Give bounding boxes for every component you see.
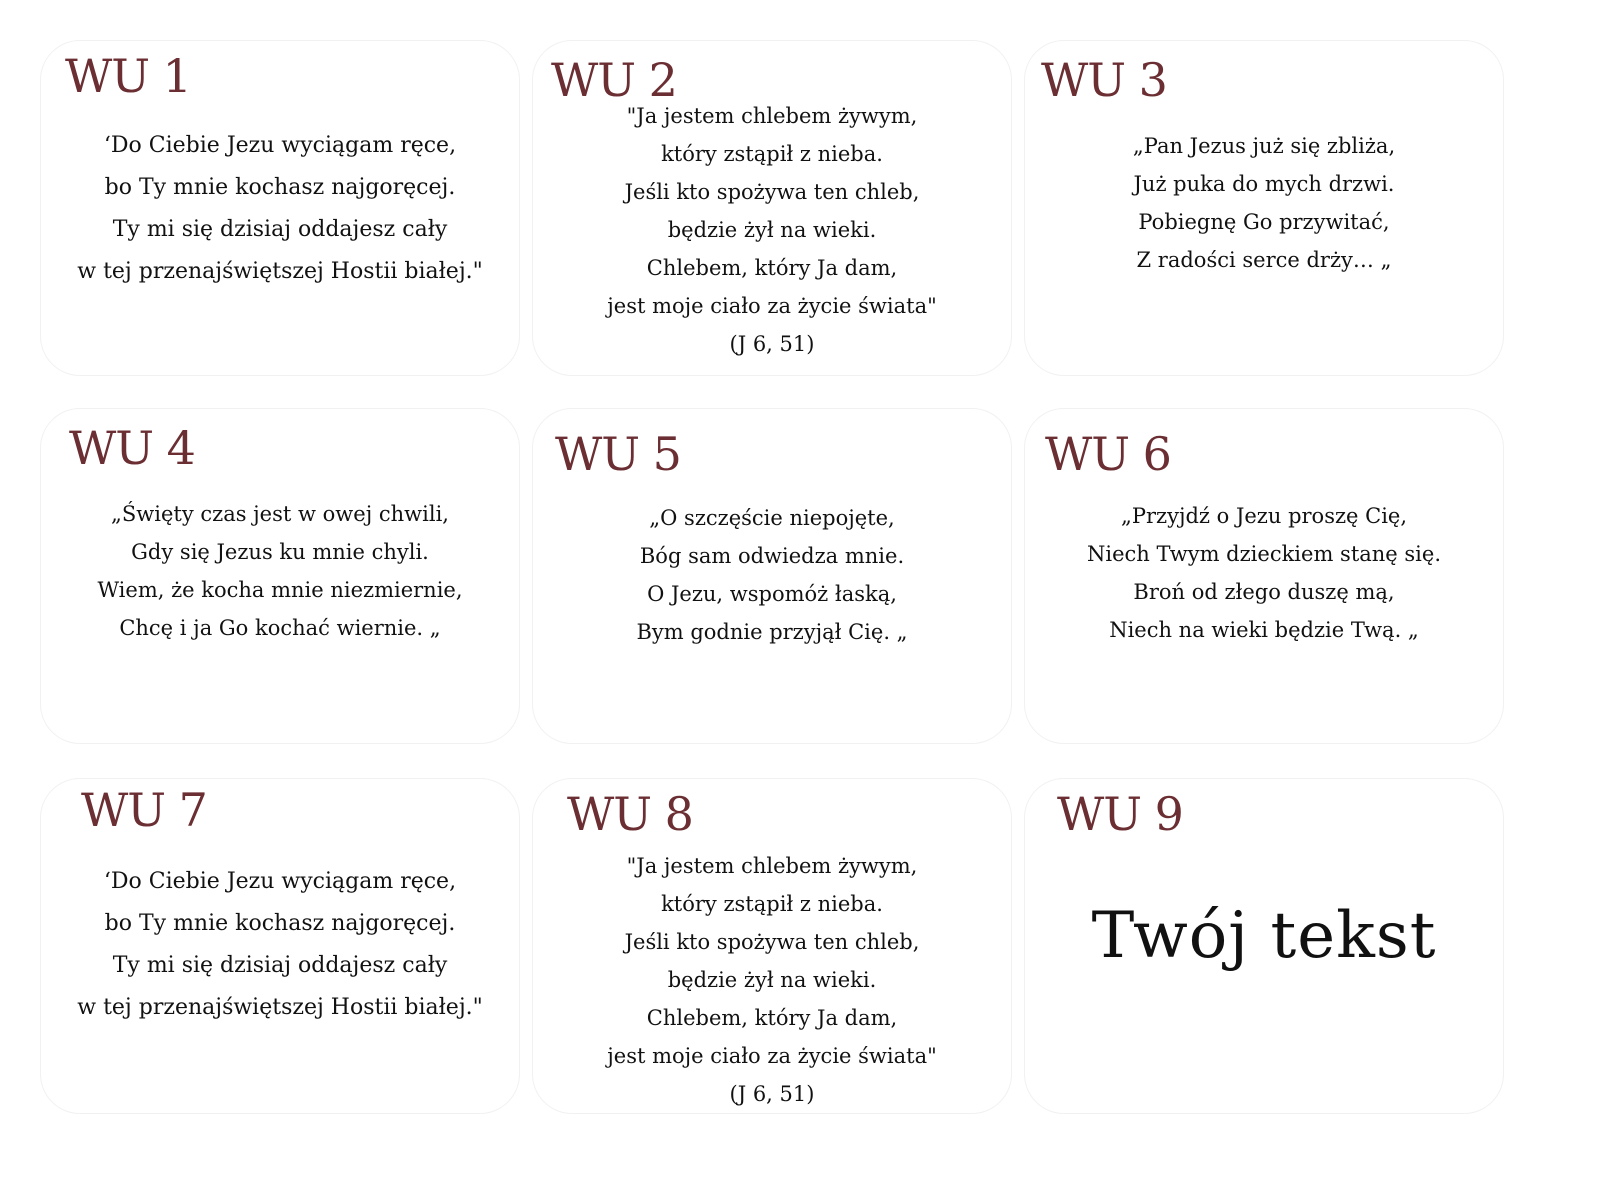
verse-text	[1025, 127, 1503, 279]
verse-line: Chlebem, który Ja dam,	[646, 256, 898, 280]
verse-line: „Przyjdź o Jezu proszę Cię,	[1120, 504, 1408, 528]
verse-line: Chlebem, który Ja dam,	[646, 1006, 898, 1030]
card-wu-2	[532, 40, 1012, 376]
verse-reference: (J 6, 51)	[729, 1082, 815, 1106]
verse-line: Niech Twym dzieckiem stanę się.	[1087, 542, 1441, 566]
verse-line: Już puka do mych drzwi.	[1133, 172, 1395, 196]
verse-line: Jeśli kto spożywa ten chleb,	[624, 180, 920, 204]
verse-line: Wiem, że kocha mnie niezmiernie,	[97, 578, 463, 602]
verse-line: Pobiegnę Go przywitać,	[1138, 210, 1390, 234]
verse-text	[41, 861, 519, 1029]
verse-line: w tej przenajświętszej Hostii białej."	[77, 259, 483, 284]
card-title: WU 3	[1041, 53, 1167, 107]
verse-line: ‘Do Ciebie Jezu wyciągam ręce,	[103, 133, 457, 158]
verse-text	[533, 97, 1011, 363]
verse-line: będzie żył na wieki.	[667, 218, 877, 242]
verse-line: jest moje ciało za życie świata"	[607, 294, 937, 318]
card-wu-3	[1024, 40, 1504, 376]
card-title: WU 2	[551, 53, 677, 107]
verse-text	[1025, 497, 1503, 649]
verse-line: Z radości serce drży… „	[1136, 248, 1392, 272]
verse-line: Gdy się Jezus ku mnie chyli.	[131, 540, 429, 564]
card-title: WU 6	[1045, 427, 1171, 481]
verse-line: Bym godnie przyjął Cię. „	[636, 620, 908, 644]
verse-text	[41, 125, 519, 293]
card-title: WU 7	[81, 783, 207, 837]
verse-line: „O szczęście niepojęte,	[649, 506, 895, 530]
verse-line: ‘Do Ciebie Jezu wyciągam ręce,	[103, 869, 457, 894]
verse-line: „Pan Jezus już się zbliża,	[1132, 134, 1396, 158]
verse-line: "Ja jestem chlebem żywym,	[626, 104, 918, 128]
card-title: WU 1	[65, 49, 191, 103]
card-title: WU 9	[1057, 787, 1183, 841]
verse-line: jest moje ciało za życie świata"	[607, 1044, 937, 1068]
verse-line: Niech na wieki będzie Twą. „	[1109, 618, 1419, 642]
card-wu-5	[532, 408, 1012, 744]
card-wu-7	[40, 778, 520, 1114]
verse-line: „Święty czas jest w owej chwili,	[111, 502, 449, 526]
verse-line: w tej przenajświętszej Hostii białej."	[77, 995, 483, 1020]
verse-line: Ty mi się dzisiaj oddajesz cały	[112, 953, 448, 978]
verse-line: będzie żył na wieki.	[667, 968, 877, 992]
verse-line: który zstąpił z nieba.	[661, 892, 883, 916]
card-title: WU 8	[567, 787, 693, 841]
verse-text	[533, 847, 1011, 1113]
verse-text	[41, 495, 519, 647]
card-title: WU 4	[69, 421, 195, 475]
card-title: WU 5	[555, 427, 681, 481]
verse-line: bo Ty mnie kochasz najgoręcej.	[104, 911, 456, 936]
card-wu-6	[1024, 408, 1504, 744]
verse-text	[533, 499, 1011, 651]
verse-line: który zstąpił z nieba.	[661, 142, 883, 166]
card-wu-1	[40, 40, 520, 376]
card-wu-8	[532, 778, 1012, 1114]
card-wu-9	[1024, 778, 1504, 1114]
verse-line: bo Ty mnie kochasz najgoręcej.	[104, 175, 456, 200]
verse-line: O Jezu, wspomóż łaską,	[647, 582, 897, 606]
verse-line: Broń od złego duszę mą,	[1133, 580, 1395, 604]
verse-line: Ty mi się dzisiaj oddajesz cały	[112, 217, 448, 242]
verse-line: "Ja jestem chlebem żywym,	[626, 854, 918, 878]
verse-reference: (J 6, 51)	[729, 332, 815, 356]
verse-line: Bóg sam odwiedza mnie.	[639, 544, 905, 568]
custom-text-placeholder: Twój tekst	[1091, 899, 1437, 973]
verse-line: Chcę i ja Go kochać wiernie. „	[119, 616, 441, 640]
verse-line: Jeśli kto spożywa ten chleb,	[624, 930, 920, 954]
card-wu-4	[40, 408, 520, 744]
